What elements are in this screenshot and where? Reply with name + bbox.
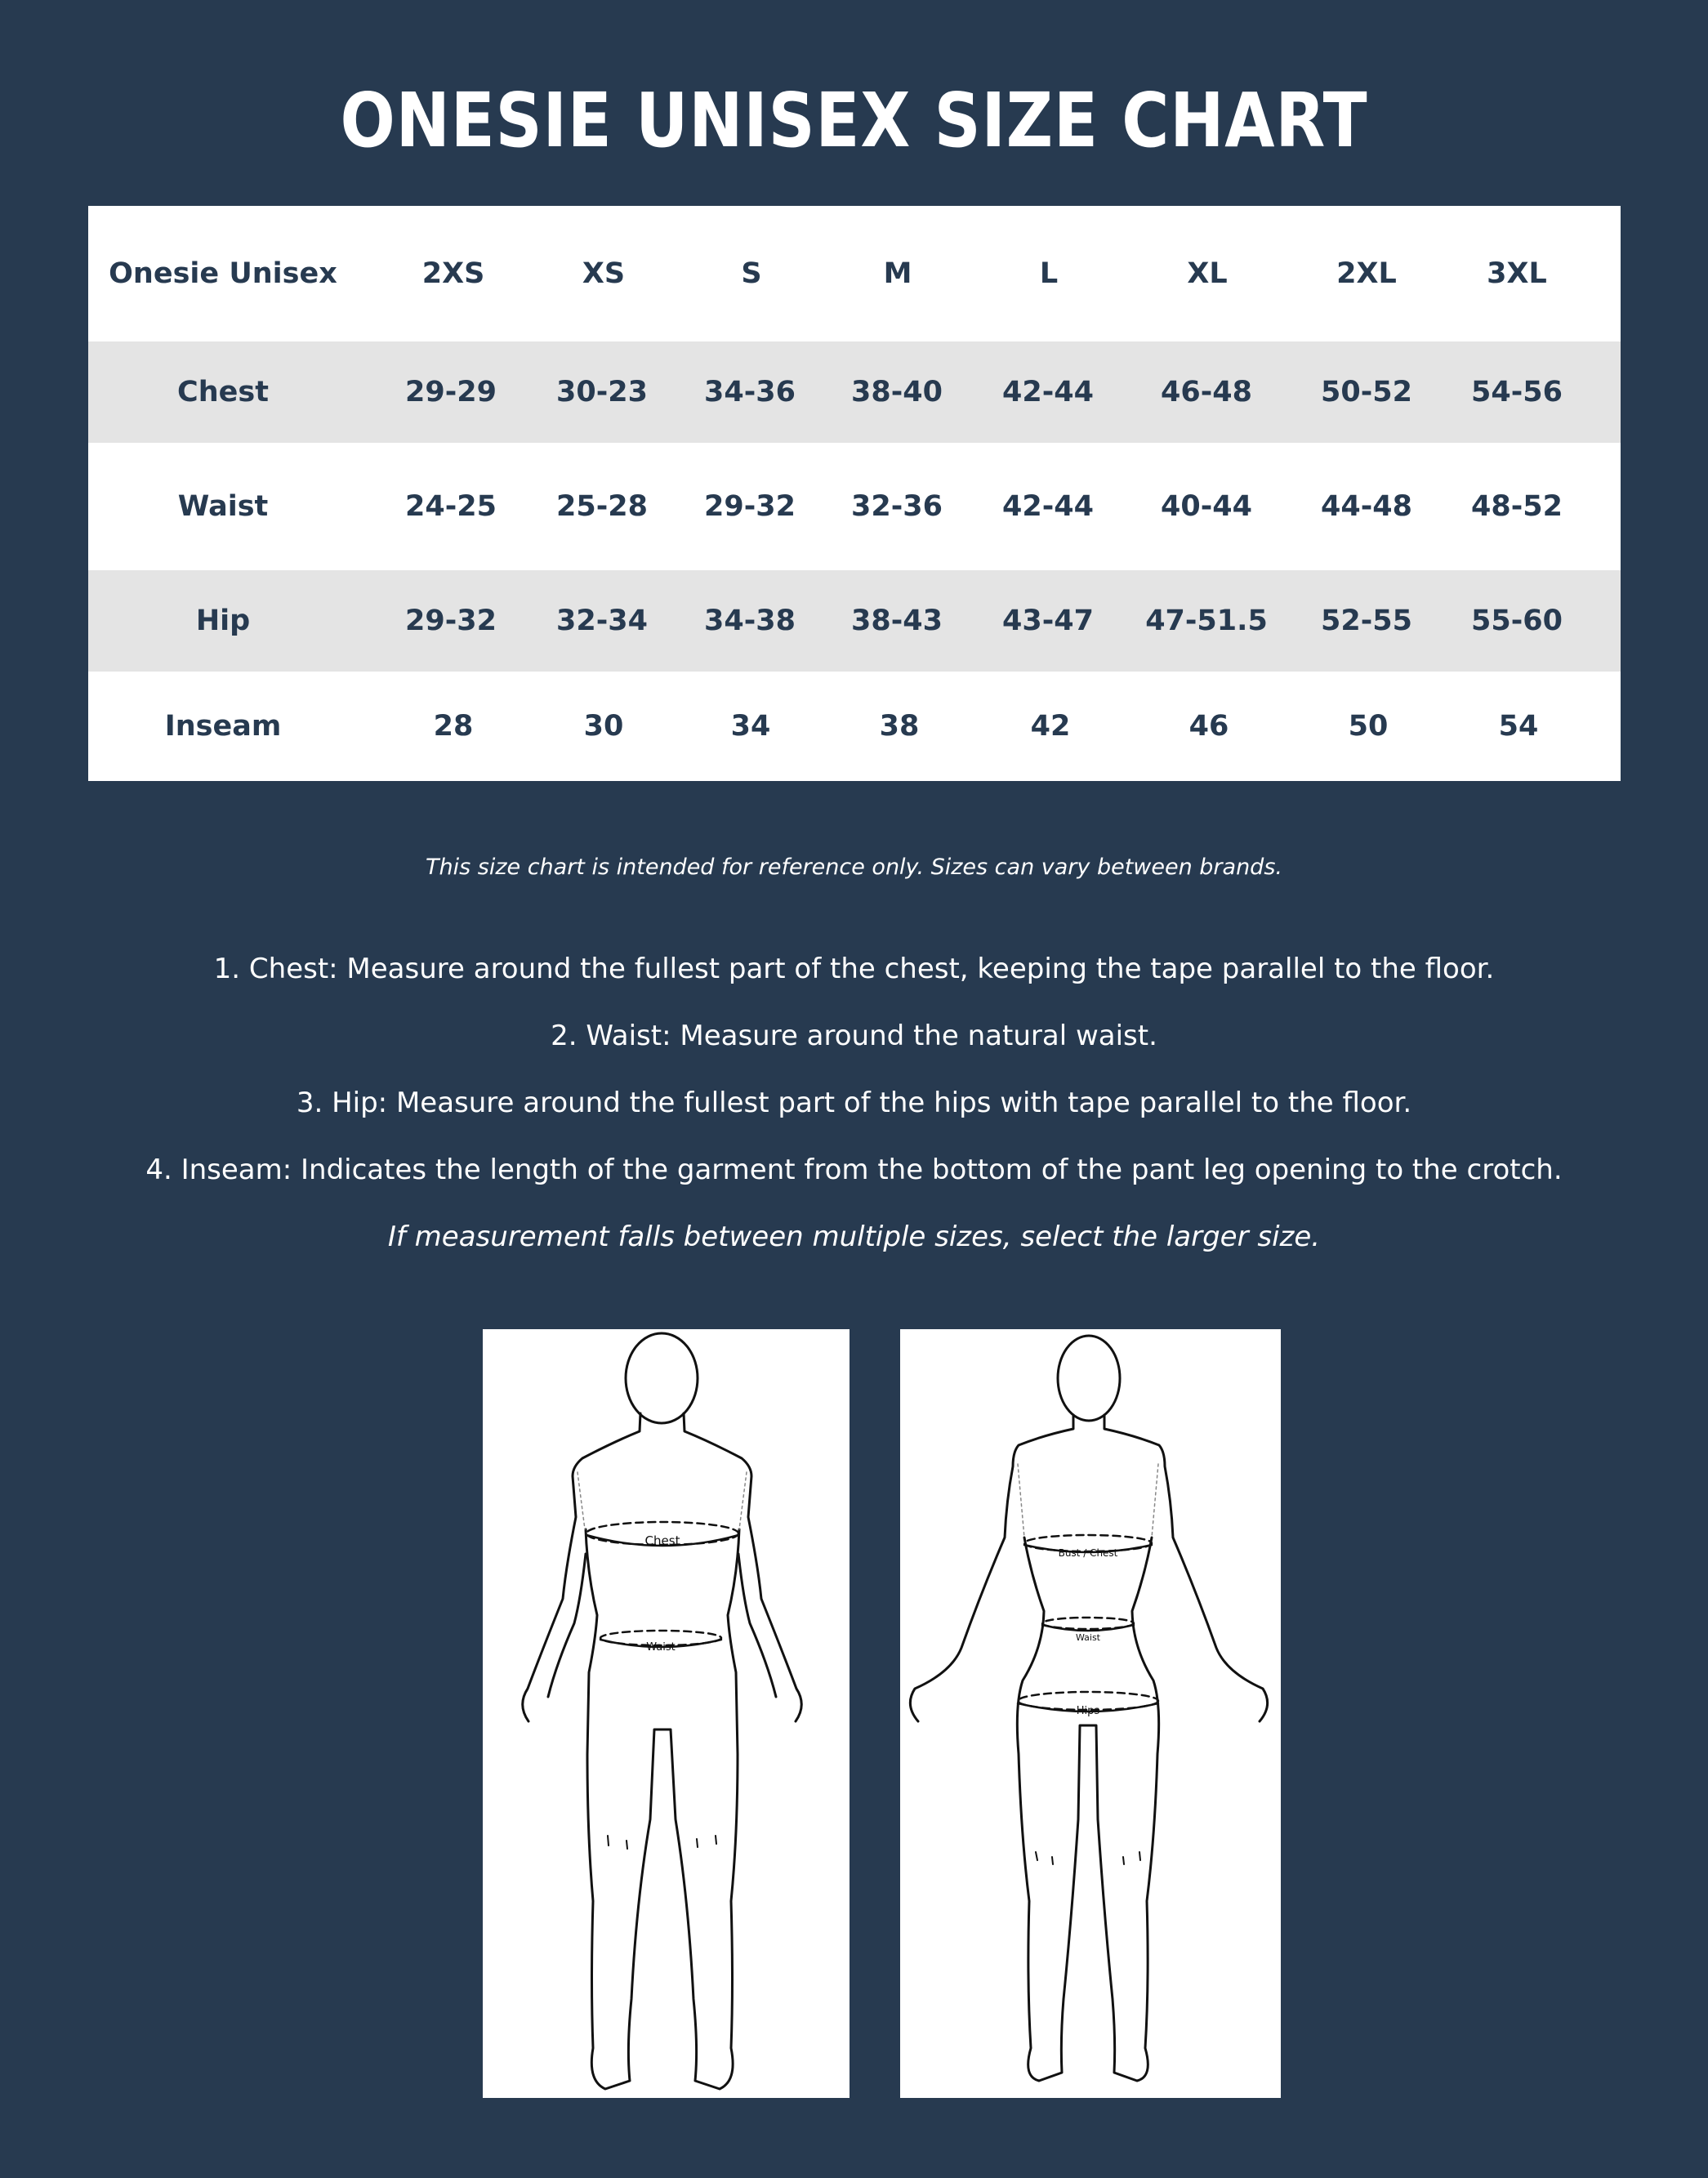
table-cell: 43-47 [1002,605,1094,637]
bust-chest-label: Bust / Chest [1058,1547,1118,1559]
table-cell: 24-25 [405,490,497,523]
table-cell: 28 [433,710,474,743]
table-corner-label: Onesie Unisex [109,257,337,290]
disclaimer-note: This size chart is intended for reference only. Sizes can vary between brands. [426,855,1282,880]
chest-label: Chest [644,1533,680,1548]
table-cell: 46 [1188,710,1229,743]
row-label: Hip [195,605,251,637]
sizing-tip: If measurement falls between multiple sizes, select the larger size. [387,1221,1321,1253]
table-cell: 44-48 [1321,490,1412,523]
table-cell: 55-60 [1471,605,1563,637]
size-header: XL [1187,257,1228,290]
table-cell: 50 [1348,710,1389,743]
table-cell: 38-40 [851,376,943,408]
table-cell: 42-44 [1002,376,1094,408]
table-cell: 32-34 [556,605,648,637]
table-cell: 29-29 [405,376,497,408]
size-table [88,206,1621,781]
row-label: Waist [177,490,269,523]
table-cell: 30-23 [556,376,648,408]
waist-label: Waist [646,1641,676,1654]
table-cell: 54 [1498,710,1539,743]
size-header: S [741,257,762,290]
table-cell: 50-52 [1321,376,1412,408]
table-cell: 34-38 [704,605,796,637]
table-row [88,570,1621,672]
female-figure-panel [900,1329,1281,2098]
waist-label: Waist [1075,1632,1101,1643]
size-header: 2XL [1336,257,1397,290]
table-cell: 54-56 [1471,376,1563,408]
row-label: Inseam [164,710,282,743]
instruction-chest: 1. Chest: Measure around the fullest part of the chest, keeping the tape parallel to the floor. [213,953,1495,985]
table-cell: 46-48 [1161,376,1252,408]
size-header: 2XS [421,257,485,290]
table-cell: 29-32 [704,490,796,523]
table-cell: 30 [583,710,624,743]
table-cell: 47-51.5 [1145,605,1268,637]
female-body-outline-icon [900,1329,1281,2098]
table-cell: 25-28 [556,490,648,523]
size-header: M [883,257,912,290]
instruction-waist: 2. Waist: Measure around the natural waist. [551,1020,1157,1052]
table-cell: 42 [1030,710,1071,743]
table-header-row [88,206,1621,341]
size-header: XS [582,257,626,290]
hips-label: Hips [1076,1705,1100,1717]
table-cell: 32-36 [851,490,943,523]
table-row [88,341,1621,443]
table-row [88,443,1621,570]
size-header: 3XL [1487,257,1547,290]
table-cell: 38 [879,710,920,743]
male-figure-panel [483,1329,850,2098]
male-body-outline-icon [483,1329,850,2098]
instruction-hip: 3. Hip: Measure around the fullest part of the hips with tape parallel to the floor. [296,1087,1412,1119]
table-cell: 40-44 [1161,490,1252,523]
page-title: ONESIE UNISEX SIZE CHART [340,77,1368,164]
table-cell: 34 [730,710,771,743]
table-cell: 48-52 [1471,490,1563,523]
table-cell: 29-32 [405,605,497,637]
table-row [88,672,1621,781]
size-header: L [1039,257,1059,290]
table-cell: 34-36 [704,376,796,408]
table-cell: 42-44 [1002,490,1094,523]
table-cell: 38-43 [851,605,943,637]
table-cell: 52-55 [1321,605,1412,637]
instruction-inseam: 4. Inseam: Indicates the length of the garment from the bottom of the pant leg opening to the crotch. [145,1154,1563,1186]
row-label: Chest [177,376,269,408]
